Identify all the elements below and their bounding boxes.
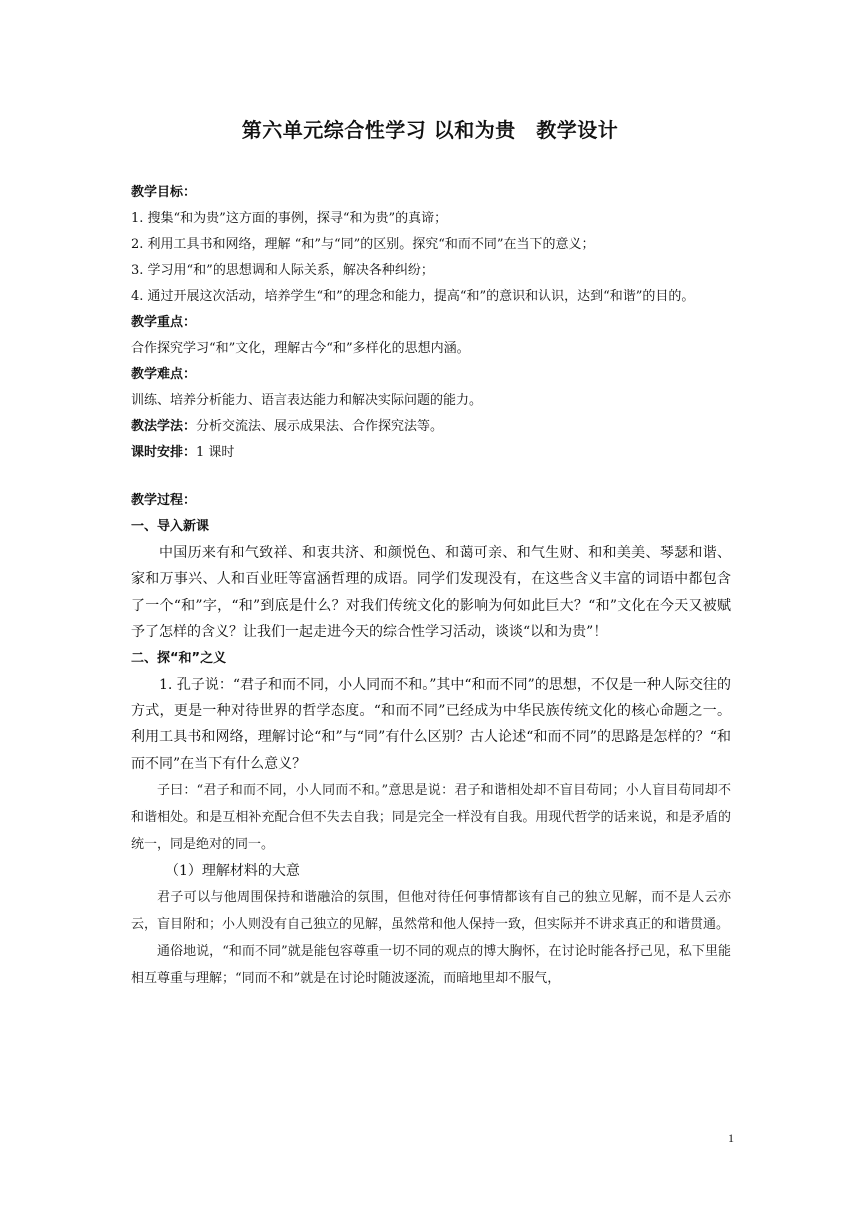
page-title: 第六单元综合性学习 以和为贵 教学设计 bbox=[241, 118, 619, 142]
methods-row bbox=[131, 414, 731, 440]
paragraph: 子曰：“君子和而不同，小人同而不和。”意思是说：君子和谐相处却不盲目苟同；小人盲目苟同却不和谐相处。和是互相补充配合但不失去自我；同是完全一样没有自我。用现代哲学的话来说，和是矛盾的统一，同是绝对的同一。 bbox=[131, 783, 731, 853]
process-heading: 教学过程： bbox=[131, 493, 197, 508]
document-body bbox=[131, 180, 731, 992]
goal-item: 1. 搜集“和为贵”这方面的事例，探寻“和为贵”的真谛； bbox=[131, 211, 448, 226]
page-number: 1 bbox=[728, 1131, 734, 1145]
goal-item: 3. 学习用“和”的思想调和人际关系，解决各种纠纷； bbox=[131, 263, 434, 278]
schedule-label: 课时安排： bbox=[131, 445, 197, 460]
difficulties-text: 训练、培养分析能力、语言表达能力和解决实际问题的能力。 bbox=[131, 393, 483, 408]
paragraph: 通俗地说，“和而不同”就是能包容尊重一切不同的观点的博大胸怀，在讨论时能各抒己见，私下里能相互尊重与理解；“同而不和”就是在讨论时随波逐流，而暗地里却不服气， bbox=[131, 944, 731, 987]
key-points-text: 合作探究学习“和”文化，理解古今“和”多样化的思想内涵。 bbox=[131, 341, 470, 356]
methods-text: 分析交流法、展示成果法、合作探究法等。 bbox=[196, 419, 444, 434]
intro-paragraph: 中国历来有和气致祥、和衷共济、和颜悦色、和蔼可亲、和气生财、和和美美、琴瑟和谐、家和万事兴、人和百业旺等富涵哲理的成语。同学们发现没有，在这些含义丰富的词语中都包含了一个“和”字，“和”到底是什么？对我们传统文化的影响为何如此巨大？“和”文化在今天又被赋予了怎样的含义？让我们一起走进今天的综合性学习活动，谈谈“以和为贵”！ bbox=[131, 545, 731, 641]
section-heading: 二、探“和”之义 bbox=[131, 650, 227, 666]
difficulties-heading: 教学难点： bbox=[131, 367, 197, 382]
goals-heading: 教学目标： bbox=[131, 185, 197, 200]
goal-item: 4. 通过开展这次活动，培养学生“和”的理念和能力，提高“和”的意识和认识，达到“和谐”的目的。 bbox=[131, 289, 695, 304]
paragraph: 君子可以与他周围保持和谐融洽的氛围，但他对待任何事情都该有自己的独立见解，而不是人云亦云，盲目附和；小人则没有自己独立的见解，虽然常和他人保持一致，但实际并不讲求真正的和谐贯通。 bbox=[131, 890, 731, 933]
methods-label: 教法学法： bbox=[131, 419, 197, 434]
goal-item: 2. 利用工具书和网络，理解 “和”与“同”的区别。探究“和而不同”在当下的意义； bbox=[131, 237, 595, 252]
paragraph: 1. 孔子说：“君子和而不同，小人同而不和。”其中“和而不同”的思想，不仅是一种人际交往的方式，更是一种对待世界的哲学态度。“和而不同”已经成为中华民族传统文化的核心命题之一。利用工具书和网络，理解讨论“和”与“同”有什么区别？古人论述“和而不同”的思路是怎样的？“和而不同”在当下有什么意义？ bbox=[131, 676, 731, 772]
schedule-text: 1 课时 bbox=[196, 445, 235, 460]
subheading: （1）理解材料的大意 bbox=[165, 863, 300, 880]
key-points-heading: 教学重点： bbox=[131, 315, 197, 330]
schedule-row bbox=[131, 440, 731, 466]
section-heading: 一、导入新课 bbox=[131, 519, 210, 534]
